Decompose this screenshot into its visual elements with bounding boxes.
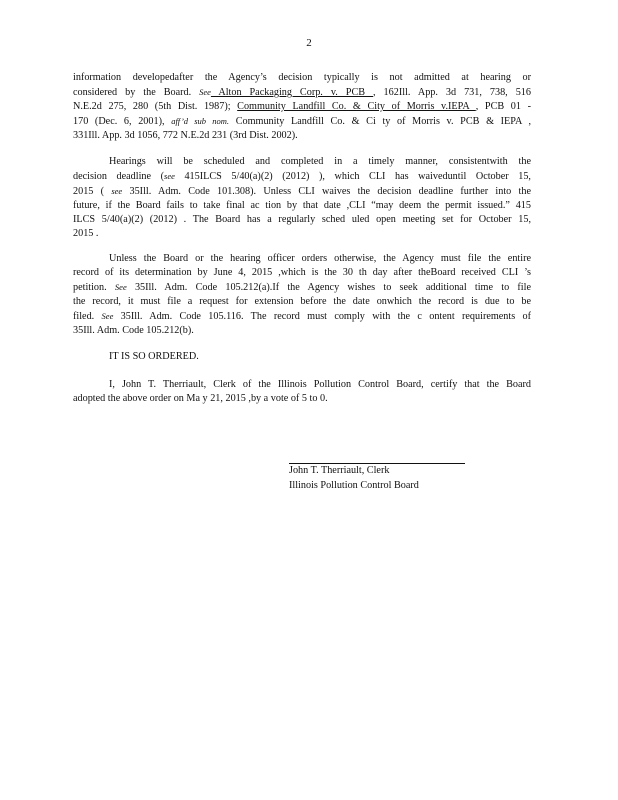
signature-organization: Illinois Pollution Control Board [289, 480, 419, 491]
text-line: 35Ill. Adm. Code 105.212(b). [73, 325, 194, 336]
text-line: future, if the Board fails to take final ac tion by that date ,CLI “may deem the permit issued.” 415 [73, 200, 531, 211]
paragraph-record-evidence [73, 71, 531, 143]
signal-see: See [199, 87, 211, 97]
text-line: ILCS 5/40(a)(2) (2012) . The Board has a regularly sched uled open meeting set for October 15, [73, 214, 531, 225]
text-line: 2015 ( see 35Ill. Adm. Code 101.308). Unless CLI waives the decision deadline further into the [73, 186, 531, 197]
page-number: 2 [306, 37, 312, 49]
text-line: Hearings will be scheduled and completed in a timely manner, consistentwith the [109, 156, 531, 167]
text-line: 2015 . [73, 228, 99, 239]
signal-see: See [101, 311, 114, 321]
text-line: adopted the above order on Ma y 21, 2015 ,by a vote of 5 to 0. [73, 393, 328, 404]
text-line: filed. See 35Ill. Adm. Code 105.116. The record must comply with the c ontent requirements of [73, 311, 531, 322]
paragraph-hearings [73, 155, 531, 241]
text-line: information developedafter the Agency’s decision typically is not admitted at hearing or [73, 72, 531, 83]
text-line: decision deadline (see 415ILCS 5/40(a)(2) (2012) ), which CLI has waiveduntil October 15, [73, 171, 531, 182]
signal-affd: aff’d sub nom. [171, 116, 230, 126]
case-citation: Community Landfill Co. & City of Morris v.IEPA [237, 101, 476, 112]
text-line: record of its determination by June 4, 2015 ,which is the 30 th day after theBoard received CLI ’s [73, 267, 531, 278]
signature-name: John T. Therriault, Clerk [289, 465, 390, 476]
text-line: considered by the Board. See Alton Packaging Corp. v. PCB , 162Ill. App. 3d 731, 738, 516 [73, 87, 531, 98]
signal-see: see [111, 186, 123, 196]
text-line: petition. See 35Ill. Adm. Code 105.212(a).If the Agency wishes to seek additional time to file [73, 282, 531, 293]
case-citation: Alton Packaging Corp. v. PCB [210, 87, 374, 98]
paragraph-certification [73, 378, 531, 406]
text-line: N.E.2d 275, 280 (5th Dist. 1987); Community Landfill Co. & City of Morris v.IEPA , PCB 01 - [73, 101, 531, 112]
text-line: I, John T. Therriault, Clerk of the Illinois Pollution Control Board, certify that the Board [109, 379, 531, 390]
ordered-statement: IT IS SO ORDERED. [109, 351, 199, 362]
paragraph-record-filing [73, 252, 531, 338]
text-line: the record, it must file a request for extension before the date onwhich the record is due to be [73, 296, 531, 307]
text-line: Unless the Board or the hearing officer orders otherwise, the Agency must file the entire [109, 253, 531, 264]
signal-see: see [164, 171, 175, 181]
text-line: 170 (Dec. 6, 2001), aff’d sub nom. Community Landfill Co. & Ci ty of Morris v. PCB & IEPA , [73, 116, 531, 127]
signal-see: See [114, 282, 127, 292]
text-line: 331Ill. App. 3d 1056, 772 N.E.2d 231 (3rd Dist. 2002). [73, 130, 298, 141]
